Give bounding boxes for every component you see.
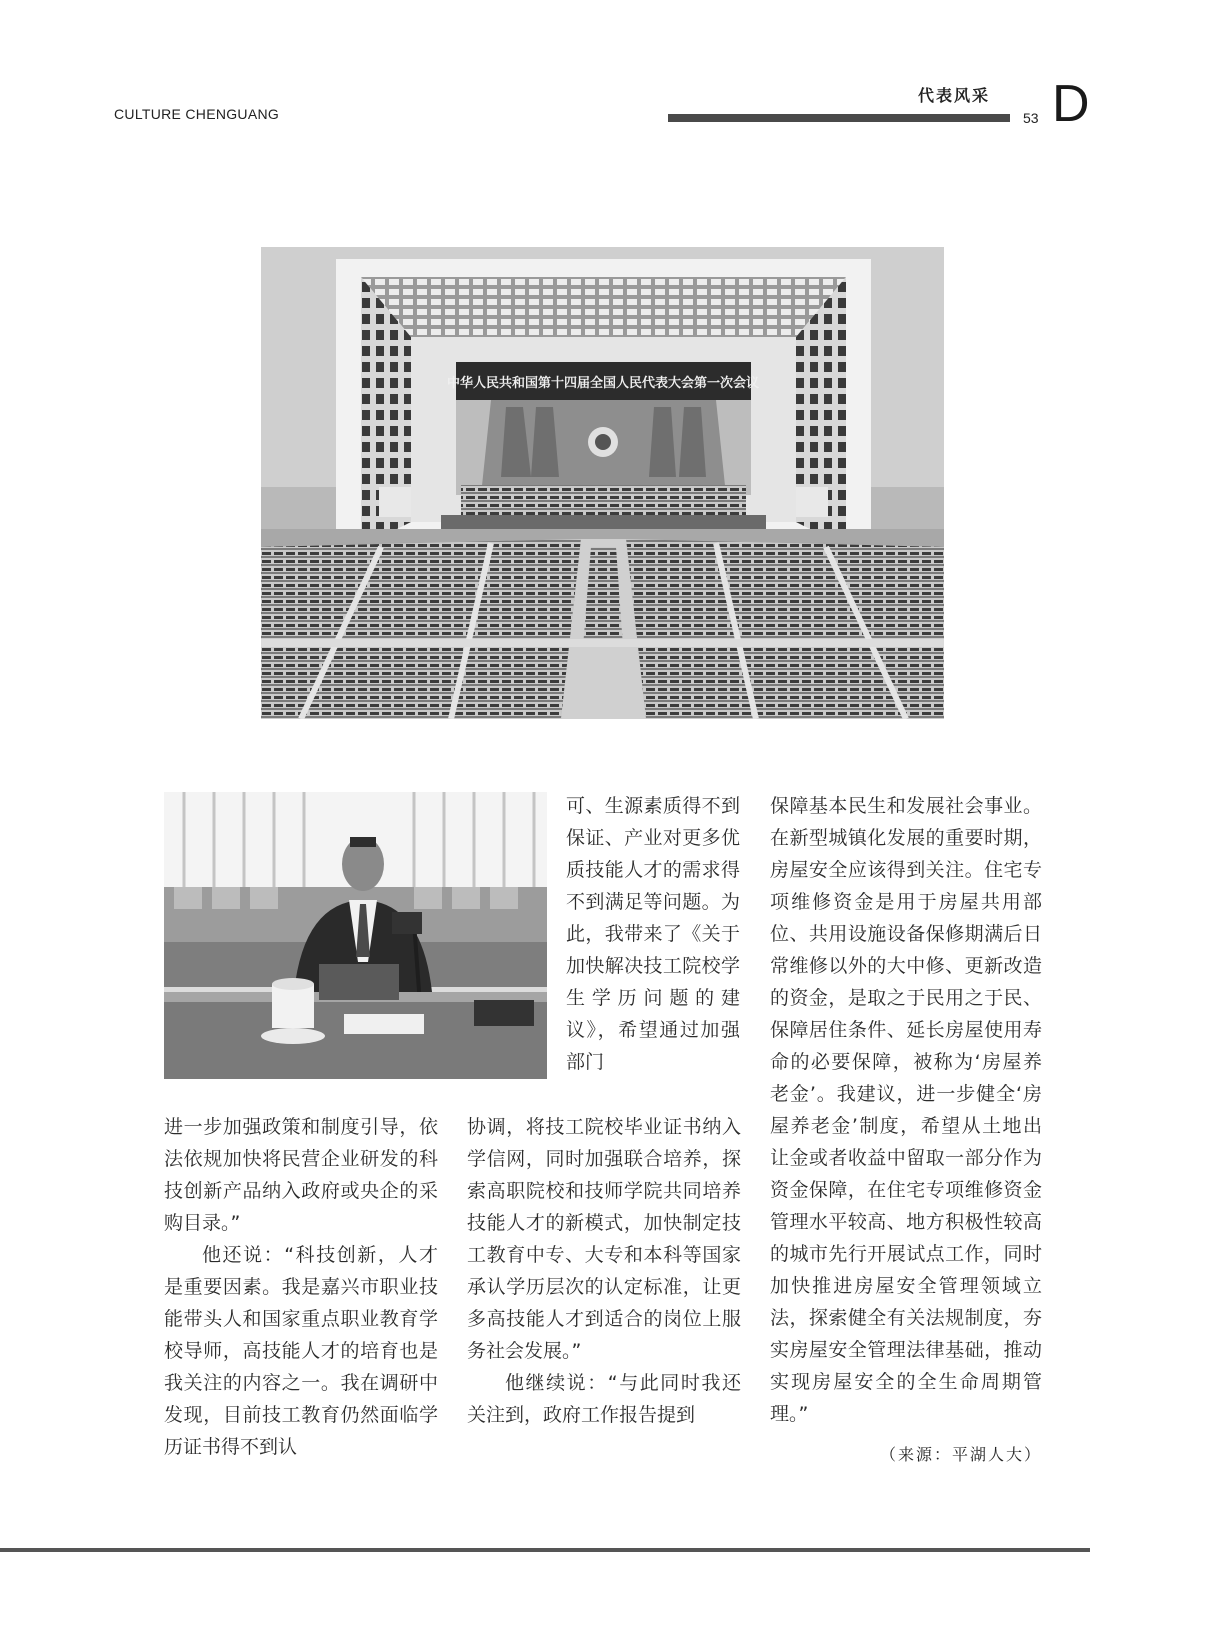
magazine-name: CULTURE CHENGUANG (114, 106, 280, 122)
article-paragraph: 他继续说：“与此同时我还关注到，政府工作报告提到 (467, 1372, 741, 1426)
footer-rule (0, 1548, 1090, 1552)
delegate-portrait-photo (164, 792, 547, 1079)
article-paragraph: 协调，将技工院校毕业证书纳入学信网，同时加强联合培养，探索高职院校和技师学院共同培养技能人才的新模式，加快制定技工教育中专、大专和本科等国家承认学历层次的认定标准，让更多高技能人才到适合的岗位上服务社会发展。” (467, 1116, 741, 1362)
article-paragraph: 保障基本民生和发展社会事业。在新型城镇化发展的重要时期，房屋安全应该得到关注。住宅专项维修资金是用于房屋共用部位、共用设施设备保修期满后日常维修以外的大中修、更新改造的资金，是取之于民用之于民、保障居住条件、延长房屋使用寿命的必要保障，被称为‘房屋养老金’。我建议，进一步健全‘房屋养老金’制度，希望从土地出让金或者收益中留取一部分作为资金保障，在住宅专项维修资金管理水平较高、地方积极性较高的城市先行开展试点工作，同时加快推进房屋安全管理领域立法，探索健全有关法规制度，夯实房屋安全管理法律基础，推动实现房屋安全的全生命周期管理。” (770, 795, 1042, 1425)
article-column-2 (467, 1111, 741, 1431)
source-credit: （来源：平湖人大） (880, 1445, 1043, 1464)
article-column-3 (770, 790, 1042, 1430)
article-paragraph: 进一步加强政策和制度引导，依法依规加快将民营企业研发的科技创新产品纳入政府或央企的采购目录。” (164, 1116, 438, 1234)
section-letter: D (1052, 75, 1090, 133)
hall-banner-text: 中华人民共和国第十四届全国人民代表大会第一次会议 (446, 376, 760, 391)
article-col1-top (566, 790, 740, 1078)
header-rule (668, 114, 1010, 122)
article-column-1 (164, 1111, 438, 1463)
article-paragraph: 可、生源素质得不到保证、产业对更多优质技能人才的需求得不到满足等问题。为此，我带来了《关于加快解决技工院校学生学历问题的建议》，希望通过加强部门 (566, 795, 740, 1073)
section-title: 代表风采 (918, 86, 991, 105)
article-paragraph: 他还说：“科技创新，人才是重要因素。我是嘉兴市职业技能带头人和国家重点职业教育学校导师，高技能人才的培育也是我关注的内容之一。我在调研中发现，目前技工教育仍然面临学历证书得不到认 (164, 1244, 438, 1458)
great-hall-photo (261, 247, 944, 719)
page-number: 53 (1023, 110, 1039, 126)
